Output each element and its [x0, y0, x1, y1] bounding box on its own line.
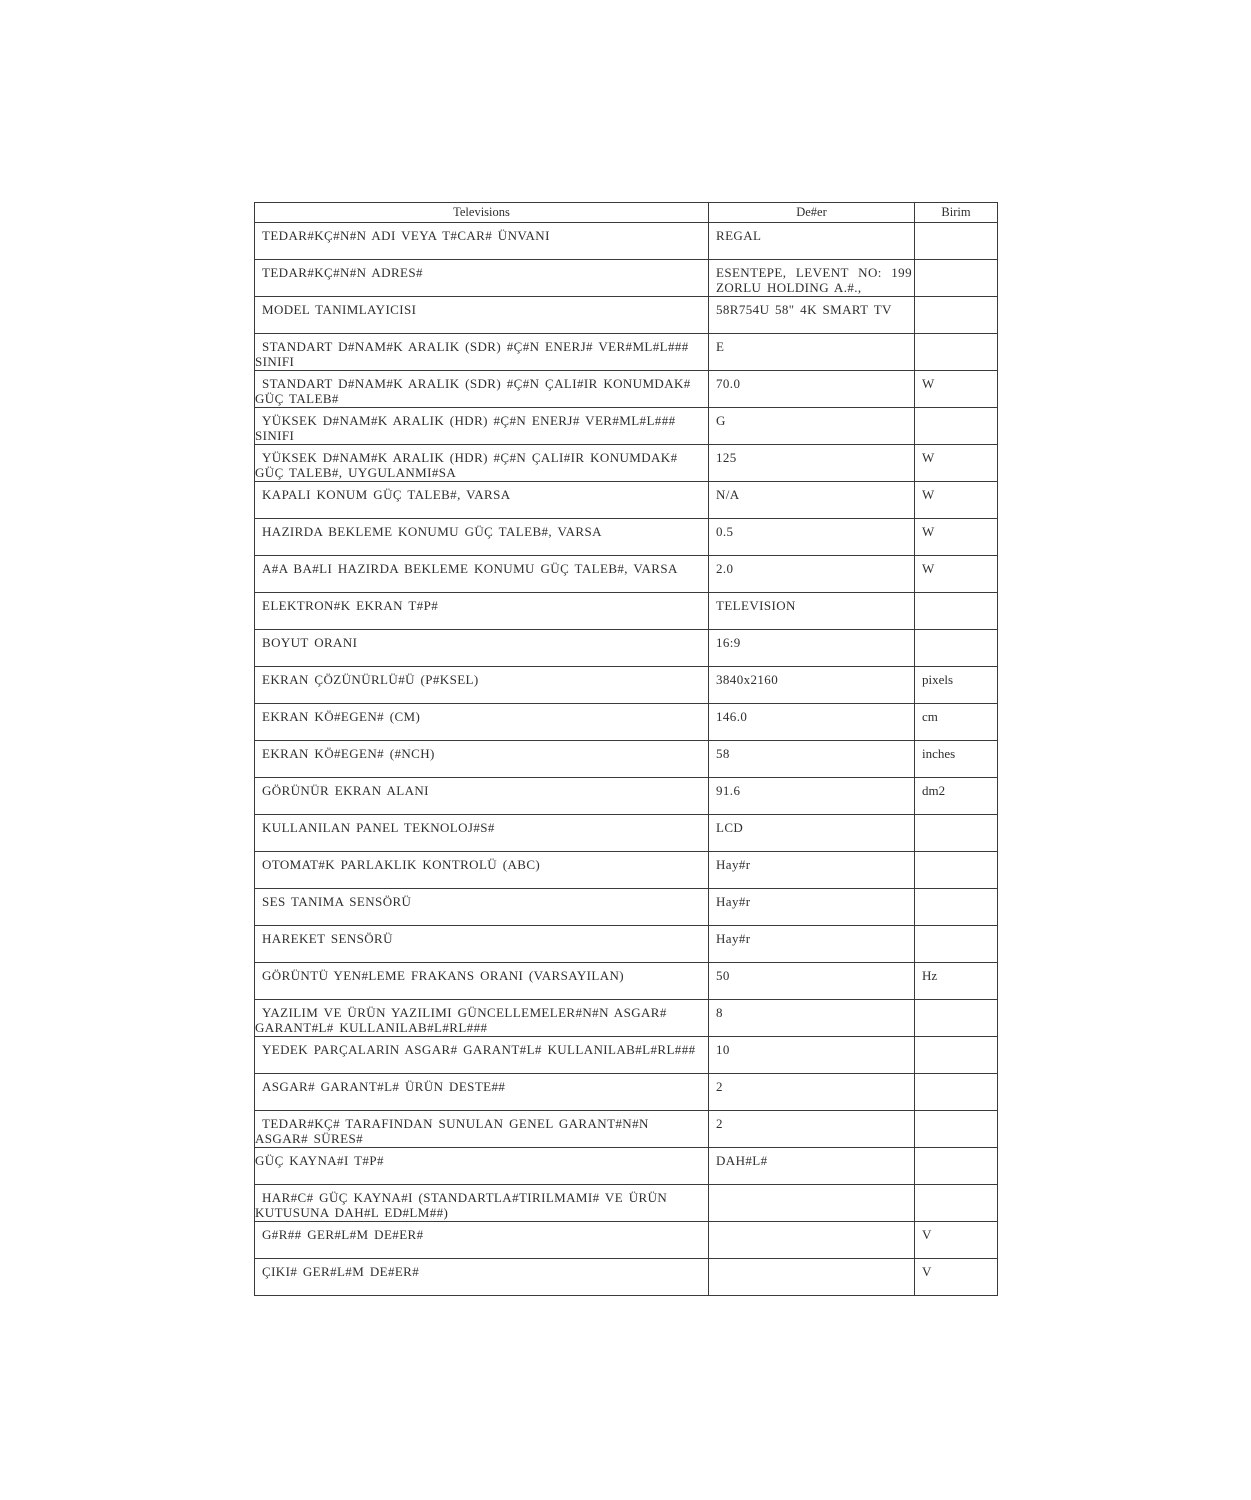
row-value-cell [709, 852, 915, 889]
resolution-label: EKRAN ÇÖZÜNÜRLÜ#Ü (P#KSEL) [262, 672, 479, 687]
visible-area-unit: dm2 [922, 783, 946, 798]
row-value-cell [709, 1037, 915, 1074]
standby-power-unit: W [922, 524, 935, 539]
hdr-on-mode-power-label: YÜKSEK D#NAM#K ARALIK (HDR) #Ç#N ÇALI#IR KONUMDAK# GÜÇ TALEB#, UYGULANMI#SA [255, 450, 678, 480]
row-label-cell [255, 1074, 709, 1111]
table-row [255, 482, 998, 519]
software-updates-label: YAZILIM VE ÜRÜN YAZILIMI GÜNCELLEMELER#N#N ASGAR# GARANT#L# KULLANILAB#L#RL### [255, 1005, 667, 1035]
row-value-cell [709, 741, 915, 778]
row-value-cell [709, 260, 915, 297]
row-value-cell [709, 630, 915, 667]
header-unit: Birim [915, 203, 998, 223]
row-value-cell [709, 926, 915, 963]
row-label-cell [255, 1148, 709, 1185]
row-label-cell [255, 889, 709, 926]
external-power-supply-unit [915, 1185, 997, 1190]
product-info-table [254, 202, 998, 1296]
row-unit-cell [915, 371, 998, 408]
aspect-ratio-value: 16:9 [716, 635, 741, 650]
product-support-unit [915, 1074, 997, 1079]
row-value-cell [709, 297, 915, 334]
header-value: De#er [709, 203, 915, 223]
abc-label: OTOMAT#K PARLAKLIK KONTROLÜ (ABC) [262, 857, 541, 872]
table-row [255, 371, 998, 408]
diagonal-inch-value: 58 [716, 746, 730, 761]
networked-standby-power-unit: W [922, 561, 935, 576]
row-value-cell [709, 1259, 915, 1296]
row-value-cell [709, 889, 915, 926]
row-label-cell [255, 445, 709, 482]
refresh-rate-value: 50 [716, 968, 730, 983]
row-unit-cell [915, 815, 998, 852]
row-label-cell [255, 963, 709, 1000]
diagonal-inch-label: EKRAN KÖ#EGEN# (#NCH) [262, 746, 435, 761]
input-voltage-value [709, 1222, 914, 1227]
row-value-cell [709, 1111, 915, 1148]
spare-parts-unit [915, 1037, 997, 1042]
resolution-value: 3840x2160 [716, 672, 779, 687]
panel-technology-unit [915, 815, 997, 820]
table-row [255, 1000, 998, 1037]
table-row [255, 519, 998, 556]
supplier-address-label: TEDAR#KÇ#N#N ADRES# [262, 265, 423, 280]
refresh-rate-label: GÖRÜNTÜ YEN#LEME FRAKANS ORANI (VARSAYILAN) [262, 968, 625, 983]
visible-area-label: GÖRÜNÜR EKRAN ALANI [262, 783, 429, 798]
row-unit-cell [915, 1074, 998, 1111]
visible-area-value: 91.6 [716, 783, 741, 798]
sdr-on-mode-power-unit: W [922, 376, 935, 391]
row-label-cell [255, 704, 709, 741]
row-label-cell [255, 260, 709, 297]
row-unit-cell [915, 630, 998, 667]
row-label-cell [255, 223, 709, 260]
row-unit-cell [915, 556, 998, 593]
table-row [255, 1111, 998, 1148]
software-updates-value: 8 [716, 1005, 723, 1020]
warranty-duration-value: 2 [716, 1116, 723, 1131]
table-row [255, 408, 998, 445]
row-value-cell [709, 1000, 915, 1037]
model-identifier-unit [915, 297, 997, 302]
row-unit-cell [915, 778, 998, 815]
row-unit-cell [915, 889, 998, 926]
row-value-cell [709, 223, 915, 260]
row-label-cell [255, 371, 709, 408]
table-row [255, 704, 998, 741]
row-unit-cell [915, 704, 998, 741]
row-label-cell [255, 815, 709, 852]
row-unit-cell [915, 963, 998, 1000]
row-unit-cell [915, 852, 998, 889]
row-unit-cell [915, 297, 998, 334]
row-unit-cell [915, 1111, 998, 1148]
model-identifier-value: 58R754U 58" 4K SMART TV [716, 302, 892, 317]
row-unit-cell [915, 260, 998, 297]
table-row [255, 630, 998, 667]
supplier-address-unit [915, 260, 997, 265]
row-value-cell [709, 963, 915, 1000]
table-row [255, 334, 998, 371]
table-row [255, 1259, 998, 1296]
power-supply-type-value: DAH#L# [716, 1153, 768, 1168]
table-row [255, 1185, 998, 1222]
row-label-cell [255, 482, 709, 519]
off-mode-power-label: KAPALI KONUM GÜÇ TALEB#, VARSA [262, 487, 511, 502]
row-unit-cell [915, 408, 998, 445]
row-value-cell [709, 519, 915, 556]
table-row [255, 741, 998, 778]
input-voltage-unit: V [922, 1227, 932, 1242]
table-row [255, 667, 998, 704]
output-voltage-value [709, 1259, 914, 1264]
diagonal-inch-unit: inches [922, 746, 956, 761]
row-value-cell [709, 556, 915, 593]
power-supply-type-label: GÜÇ KAYNA#I T#P# [255, 1153, 384, 1168]
hdr-on-mode-power-unit: W [922, 450, 935, 465]
panel-technology-label: KULLANILAN PANEL TEKNOLOJ#S# [262, 820, 495, 835]
display-type-label: ELEKTRON#K EKRAN T#P# [262, 598, 439, 613]
product-support-value: 2 [716, 1079, 723, 1094]
table-row [255, 1148, 998, 1185]
row-value-cell [709, 704, 915, 741]
output-voltage-label: ÇIKI# GER#L#M DE#ER# [262, 1264, 420, 1279]
table-row [255, 593, 998, 630]
row-unit-cell [915, 482, 998, 519]
table-row [255, 297, 998, 334]
row-label-cell [255, 778, 709, 815]
table-row [255, 963, 998, 1000]
abc-unit [915, 852, 997, 857]
abc-value: Hay#r [716, 857, 751, 872]
row-label-cell [255, 556, 709, 593]
sdr-on-mode-power-label: STANDART D#NAM#K ARALIK (SDR) #Ç#N ÇALI#IR KONUMDAK# GÜÇ TALEB# [255, 376, 691, 406]
header-category: Televisions [255, 203, 709, 223]
row-label-cell [255, 408, 709, 445]
row-value-cell [709, 667, 915, 704]
hdr-energy-class-unit [915, 408, 997, 413]
row-unit-cell [915, 445, 998, 482]
sdr-energy-class-label: STANDART D#NAM#K ARALIK (SDR) #Ç#N ENERJ# VER#ML#L### SINIFI [255, 339, 689, 369]
row-value-cell [709, 482, 915, 519]
row-label-cell [255, 1000, 709, 1037]
diagonal-cm-value: 146.0 [716, 709, 748, 724]
table-row [255, 1037, 998, 1074]
input-voltage-label: G#R## GER#L#M DE#ER# [262, 1227, 424, 1242]
spare-parts-label: YEDEK PARÇALARIN ASGAR# GARANT#L# KULLANILAB#L#RL### [262, 1042, 696, 1057]
row-value-cell [709, 334, 915, 371]
table-row [255, 778, 998, 815]
warranty-duration-label: TEDAR#KÇ# TARAFINDAN SUNULAN GENEL GARANT#N#N ASGAR# SÜRES# [255, 1116, 649, 1146]
row-label-cell [255, 630, 709, 667]
sdr-energy-class-value: E [716, 339, 725, 354]
row-value-cell [709, 593, 915, 630]
refresh-rate-unit: Hz [922, 968, 938, 983]
voice-sensor-unit [915, 889, 997, 894]
model-identifier-label: MODEL TANIMLAYICISI [262, 302, 417, 317]
output-voltage-unit: V [922, 1264, 932, 1279]
spec-sheet [254, 202, 997, 1296]
row-label-cell [255, 593, 709, 630]
table-row [255, 815, 998, 852]
standby-power-value: 0.5 [716, 524, 734, 539]
motion-sensor-unit [915, 926, 997, 931]
sdr-energy-class-unit [915, 334, 997, 339]
diagonal-cm-label: EKRAN KÖ#EGEN# (CM) [262, 709, 421, 724]
off-mode-power-unit: W [922, 487, 935, 502]
row-value-cell [709, 1185, 915, 1222]
external-power-supply-value [709, 1185, 914, 1190]
row-label-cell [255, 297, 709, 334]
table-row [255, 445, 998, 482]
networked-standby-power-label: A#A BA#LI HAZIRDA BEKLEME KONUMU GÜÇ TALEB#, VARSA [262, 561, 678, 576]
resolution-unit: pixels [922, 672, 954, 687]
row-unit-cell [915, 1222, 998, 1259]
product-support-label: ASGAR# GARANT#L# ÜRÜN DESTE## [262, 1079, 506, 1094]
row-value-cell [709, 778, 915, 815]
row-label-cell [255, 334, 709, 371]
row-value-cell [709, 815, 915, 852]
supplier-name-unit [915, 223, 997, 228]
display-type-unit [915, 593, 997, 598]
motion-sensor-label: HAREKET SENSÖRÜ [262, 931, 393, 946]
table-header-row [255, 203, 998, 223]
table-row [255, 1074, 998, 1111]
row-label-cell [255, 1185, 709, 1222]
row-unit-cell [915, 519, 998, 556]
networked-standby-power-value: 2.0 [716, 561, 734, 576]
row-unit-cell [915, 1000, 998, 1037]
spare-parts-value: 10 [716, 1042, 730, 1057]
table-row [255, 1222, 998, 1259]
sdr-on-mode-power-value: 70.0 [716, 376, 741, 391]
row-unit-cell [915, 1185, 998, 1222]
row-unit-cell [915, 1037, 998, 1074]
aspect-ratio-label: BOYUT ORANI [262, 635, 358, 650]
row-unit-cell [915, 223, 998, 260]
aspect-ratio-unit [915, 630, 997, 635]
table-row [255, 223, 998, 260]
row-value-cell [709, 408, 915, 445]
hdr-energy-class-label: YÜKSEK D#NAM#K ARALIK (HDR) #Ç#N ENERJ# VER#ML#L### SINIFI [255, 413, 676, 443]
row-label-cell [255, 926, 709, 963]
row-unit-cell [915, 1259, 998, 1296]
hdr-on-mode-power-value: 125 [716, 450, 737, 465]
row-unit-cell [915, 593, 998, 630]
panel-technology-value: LCD [716, 820, 744, 835]
row-label-cell [255, 1111, 709, 1148]
supplier-address-value: ESENTEPE, LEVENT NO: 199 ZORLU HOLDING A.#., [716, 265, 912, 295]
table-row [255, 260, 998, 297]
standby-power-label: HAZIRDA BEKLEME KONUMU GÜÇ TALEB#, VARSA [262, 524, 602, 539]
row-unit-cell [915, 1148, 998, 1185]
table-row [255, 556, 998, 593]
diagonal-cm-unit: cm [922, 709, 938, 724]
external-power-supply-label: HAR#C# GÜÇ KAYNA#I (STANDARTLA#TIRILMAMI# VE ÜRÜN KUTUSUNA DAH#L ED#LM##) [255, 1190, 668, 1220]
row-value-cell [709, 1148, 915, 1185]
row-unit-cell [915, 741, 998, 778]
table-row [255, 889, 998, 926]
row-label-cell [255, 852, 709, 889]
software-updates-unit [915, 1000, 997, 1005]
voice-sensor-label: SES TANIMA SENSÖRÜ [262, 894, 412, 909]
supplier-name-label: TEDAR#KÇ#N#N ADI VEYA T#CAR# ÜNVANI [262, 228, 550, 243]
warranty-duration-unit [915, 1111, 997, 1116]
row-unit-cell [915, 667, 998, 704]
off-mode-power-value: N/A [716, 487, 740, 502]
voice-sensor-value: Hay#r [716, 894, 751, 909]
display-type-value: TELEVISION [716, 598, 796, 613]
row-value-cell [709, 445, 915, 482]
row-label-cell [255, 519, 709, 556]
supplier-name-value: REGAL [716, 228, 762, 243]
motion-sensor-value: Hay#r [716, 931, 751, 946]
table-row [255, 852, 998, 889]
row-value-cell [709, 1222, 915, 1259]
row-value-cell [709, 371, 915, 408]
row-label-cell [255, 1222, 709, 1259]
row-label-cell [255, 741, 709, 778]
power-supply-type-unit [915, 1148, 997, 1153]
hdr-energy-class-value: G [716, 413, 726, 428]
row-unit-cell [915, 926, 998, 963]
table-row [255, 926, 998, 963]
row-label-cell [255, 1259, 709, 1296]
row-label-cell [255, 1037, 709, 1074]
row-unit-cell [915, 334, 998, 371]
row-value-cell [709, 1074, 915, 1111]
row-label-cell [255, 667, 709, 704]
